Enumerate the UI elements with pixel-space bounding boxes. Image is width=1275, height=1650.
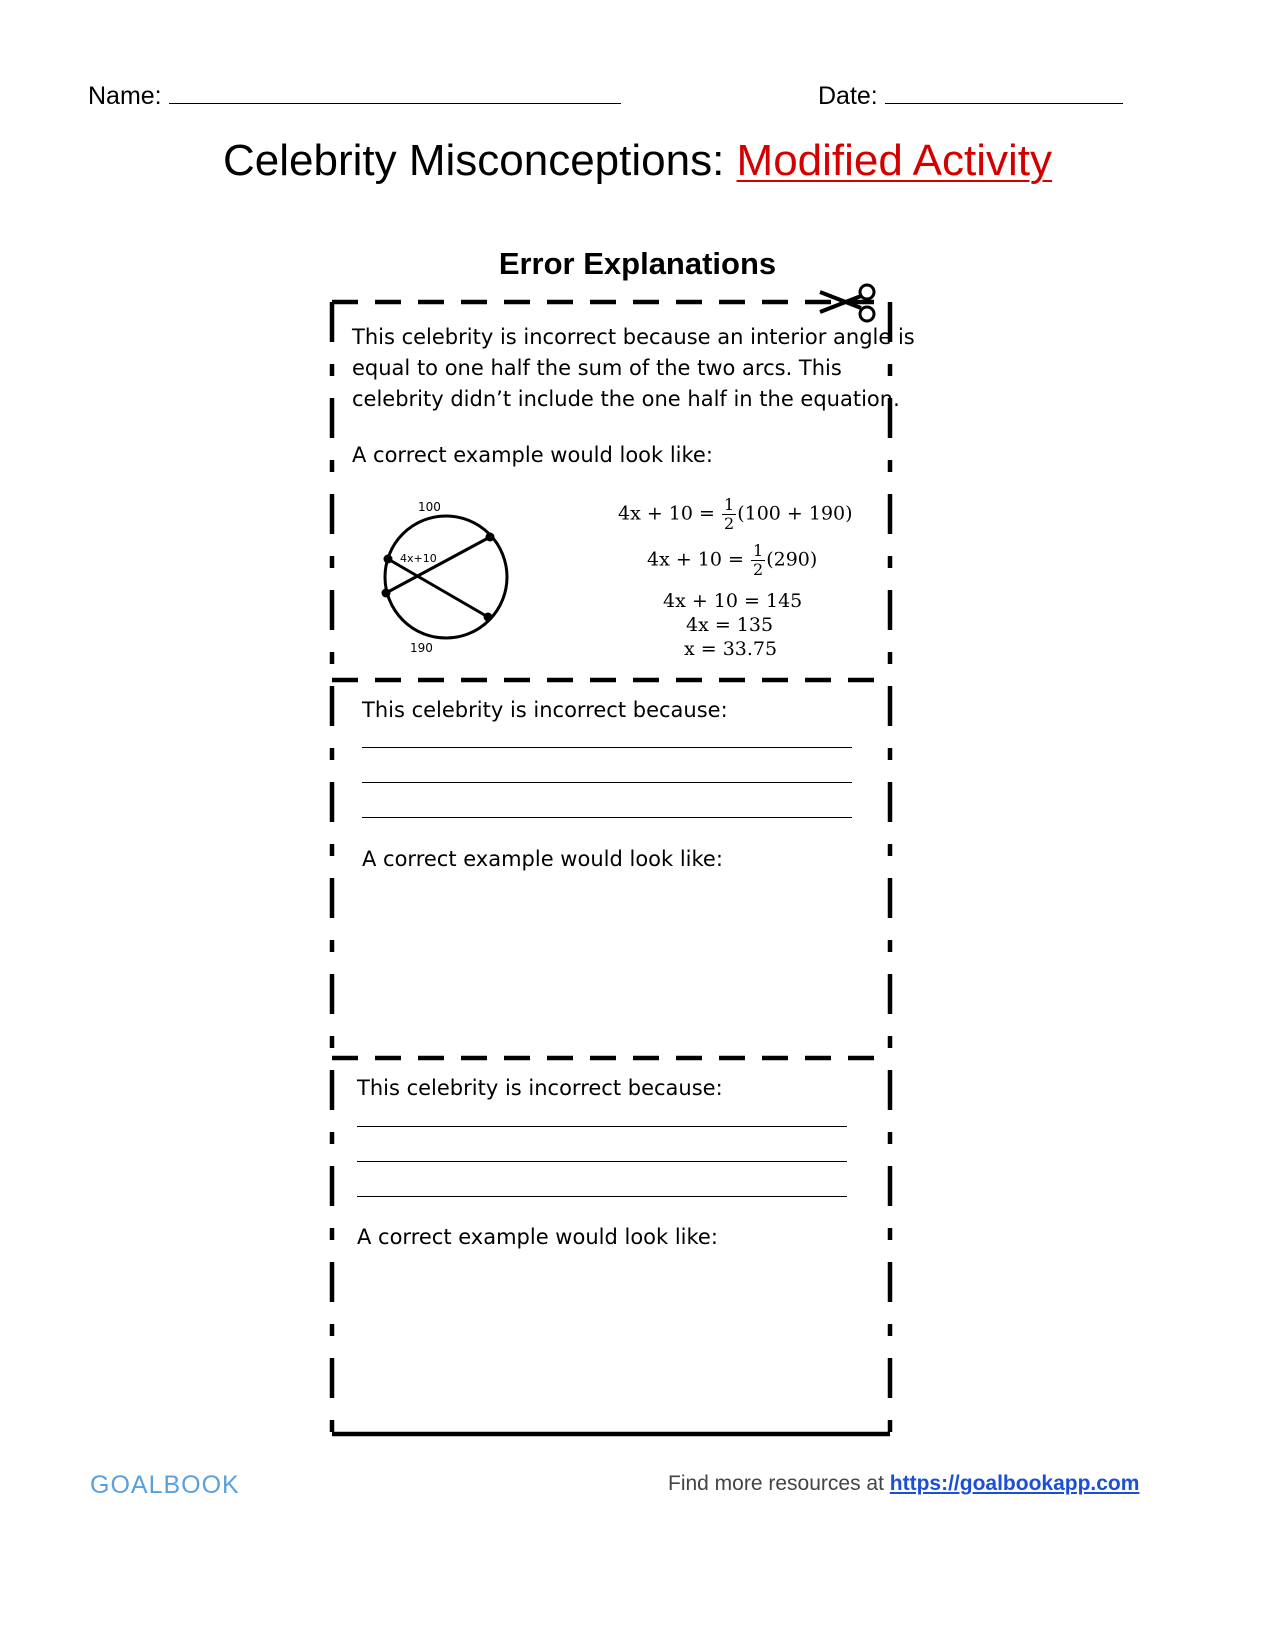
equation-4: 4x = 135 [686, 614, 774, 636]
point-a [384, 555, 393, 564]
card1-line-2: equal to one half the sum of the two arcs. This [352, 356, 842, 380]
point-d [486, 533, 495, 542]
footer-link[interactable]: https://goalbookapp.com [889, 1472, 1140, 1495]
section-title: Error Explanations [498, 246, 777, 281]
card3-write-line-2[interactable] [357, 1161, 847, 1162]
card2-example-area[interactable] [362, 884, 852, 1034]
goalbook-logo: GOALBOOK [90, 1471, 240, 1499]
equation-2: 4x + 10 = $\frac{1}{2}$ (290) [647, 541, 818, 579]
card2-write-line-1[interactable] [362, 747, 852, 748]
card1-line-3: celebrity didn’t include the one half in the equation. [352, 387, 900, 411]
equation-5: x = 33.75 [684, 638, 778, 660]
card3-example-area[interactable] [357, 1262, 847, 1412]
card1-example-label: A correct example would look like: [352, 443, 713, 467]
card2-example-label: A correct example would look like: [362, 847, 723, 871]
card2-write-line-2[interactable] [362, 782, 852, 783]
angle-label: 4x+10 [400, 552, 437, 565]
arc-top-label: 100 [418, 500, 441, 514]
arc-bottom-label: 190 [410, 641, 433, 655]
card2-incorrect-label: This celebrity is incorrect because: [362, 698, 728, 722]
chord-1 [388, 559, 488, 617]
point-c [382, 589, 391, 598]
card3-example-label: A correct example would look like: [357, 1225, 718, 1249]
equation-3: 4x + 10 = 145 [663, 590, 803, 612]
card3-incorrect-label: This celebrity is incorrect because: [357, 1076, 723, 1100]
date-label: Date: [818, 82, 878, 110]
card3-write-line-1[interactable] [357, 1126, 847, 1127]
point-b [484, 613, 493, 622]
equation-1: 4x + 10 = $\frac{1}{2}$ (100 + 190) [618, 495, 853, 533]
chord-2 [386, 537, 490, 593]
card1-explanation [352, 322, 915, 415]
footer-text: Find more resources at [668, 1472, 884, 1495]
title-modified: Modified Activity [736, 136, 1053, 185]
footer-resources [668, 1472, 1139, 1496]
title-main: Celebrity Misconceptions: [222, 136, 725, 185]
card1-line-1: This celebrity is incorrect because an interior angle is [352, 325, 915, 349]
card2-write-line-3[interactable] [362, 817, 852, 818]
card3-write-line-3[interactable] [357, 1196, 847, 1197]
circle-diagram [360, 500, 540, 670]
name-label: Name: [88, 82, 162, 110]
